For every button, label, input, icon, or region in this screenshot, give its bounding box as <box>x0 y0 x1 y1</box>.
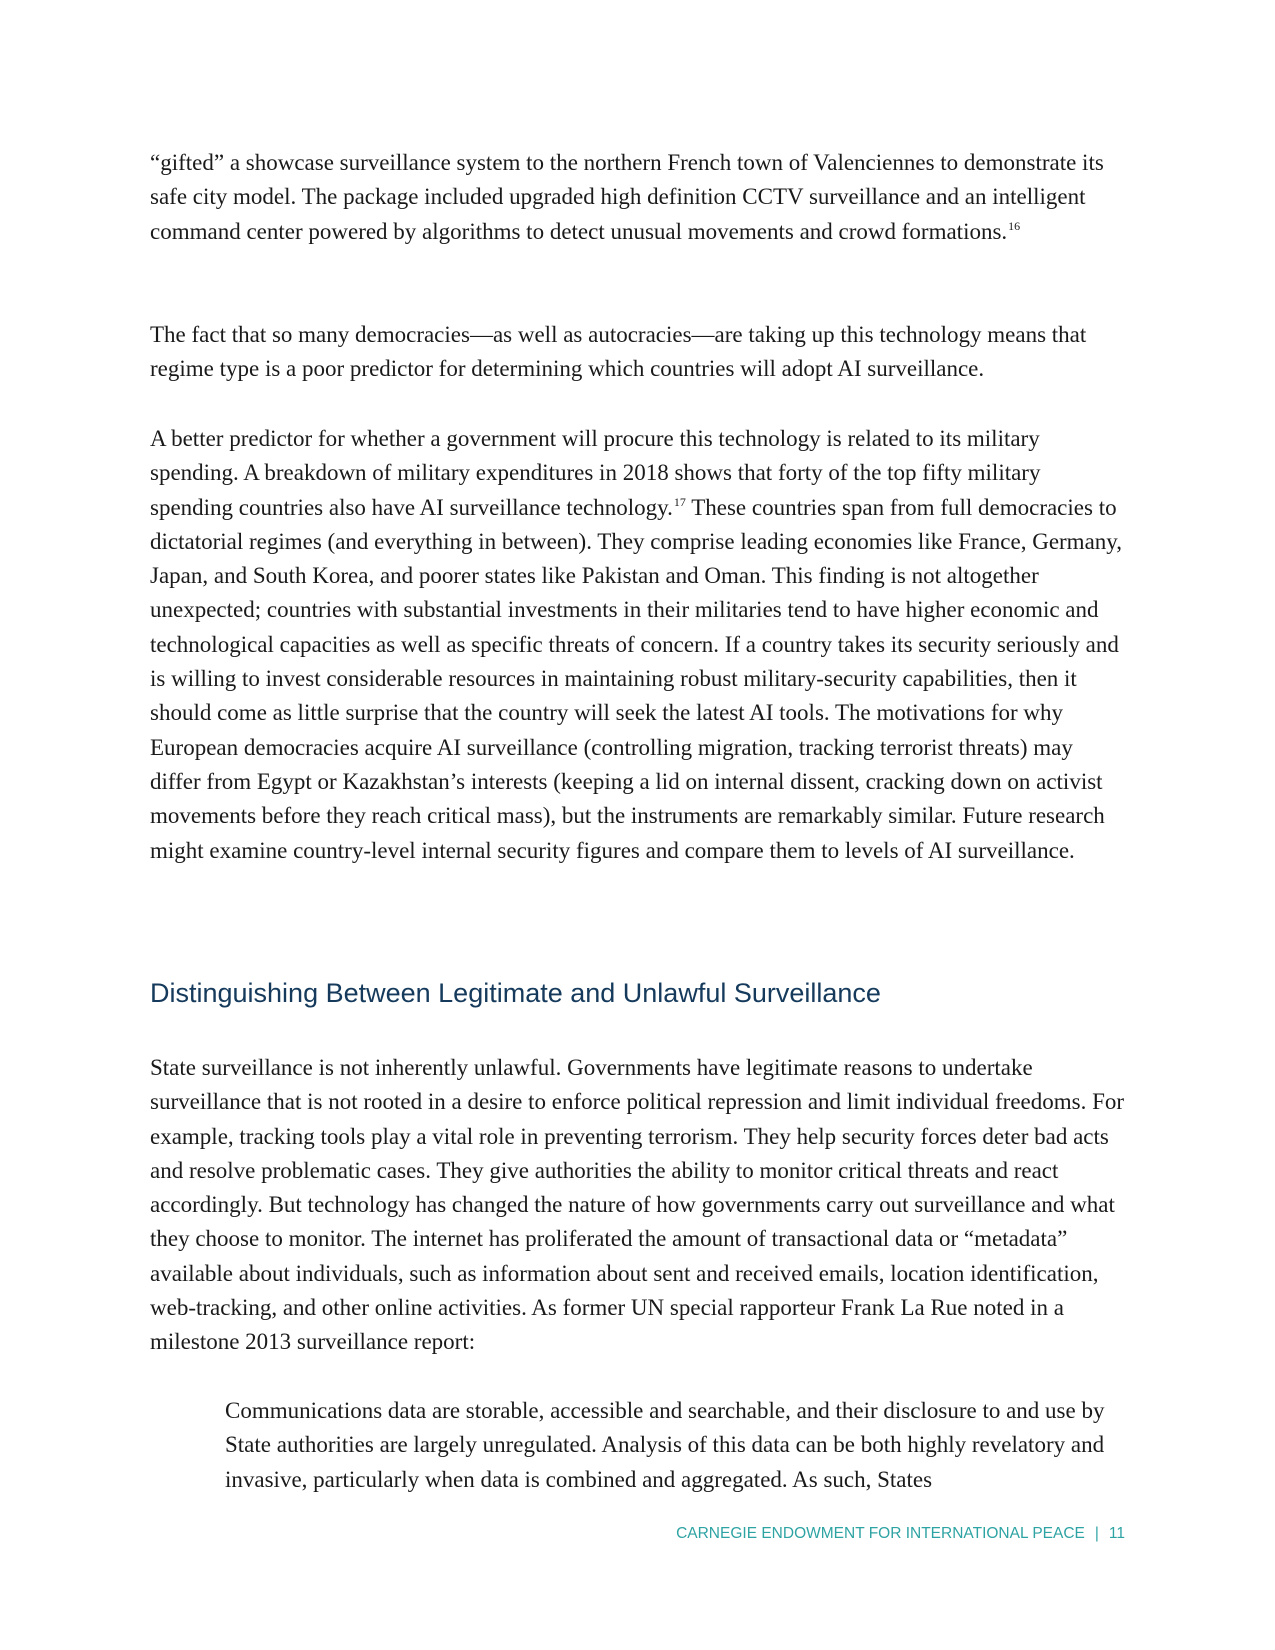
block-quote-text: Communications data are storable, accessible and searchable, and their disclosure to and use by State authorities are largely unregulated. Analysis of this data can be both highly revelatory and invasive, particularly when data is combined and aggregated. As such, States <box>225 1398 1105 1492</box>
footer-publisher: CARNEGIE ENDOWMENT FOR INTERNATIONAL PEACE <box>676 1525 1085 1542</box>
footnote-marker-17[interactable]: 17 <box>673 494 686 509</box>
block-quote <box>225 1394 1130 1497</box>
paragraph-text: A better predictor for whether a government will procure this technology is related to its military spending. A breakdown of military expenditures in 2018 shows that forty of the top fifty military spending countries also have AI surveillance technology. <box>150 426 1041 520</box>
paragraph-valenciennes <box>150 146 1125 249</box>
paragraph-state-surveillance <box>150 1051 1125 1360</box>
footnote-marker-16[interactable]: 16 <box>1008 218 1021 233</box>
page-footer <box>676 1524 1125 1544</box>
paragraph-regime-type <box>150 318 1125 387</box>
paragraph-military-spending <box>150 422 1125 868</box>
paragraph-text: “gifted” a showcase surveillance system to the northern French town of Valenciennes to demonstrate its safe city model. The package included upgraded high definition CCTV surveillance and an intelligent command center powered by algorithms to detect unusual movements and crowd formations. <box>150 150 1104 244</box>
section-heading: Distinguishing Between Legitimate and Unlawful Surveillance <box>150 978 881 1008</box>
paragraph-text: State surveillance is not inherently unlawful. Governments have legitimate reasons to undertake surveillance that is not rooted in a desire to enforce political repression and limit individual freedoms. For example, tracking tools play a vital role in preventing terrorism. They help security forces deter bad acts and resolve problematic cases. They give authorities the ability to monitor critical threats and react accordingly. But technology has changed the nature of how governments carry out surveillance and what they choose to monitor. The internet has proliferated the amount of transactional data or “metadata” available about individuals, such as information about sent and received emails, location identification, web-tracking, and other online activities. As former UN special rapporteur Frank La Rue noted in a milestone 2013 surveillance report: <box>150 1055 1125 1355</box>
paragraph-text-continued: These countries span from full democracies to dictatorial regimes (and everything in between). They comprise leading economies like France, Germany, Japan, and South Korea, and poorer states like Pakistan and Oman. This finding is not altogether unexpected; countries with substantial investments in their militaries tend to have higher economic and technological capacities as well as specific threats of concern. If a country takes its security seriously and is willing to invest considerable resources in maintaining robust military-security capabilities, then it should come as little surprise that the country will seek the latest AI tools. The motivations for why European democracies acquire AI surveillance (controlling migration, tracking terrorist threats) may differ from Egypt or Kazakhstan’s interests (keeping a lid on internal dissent, cracking down on activist movements before they reach critical mass), but the instruments are remarkably similar. Future research might examine country-level internal security figures and compare them to levels of AI surveillance. <box>150 494 1123 863</box>
footer-separator: | <box>1094 1525 1099 1542</box>
page-number: 11 <box>1108 1525 1125 1542</box>
paragraph-text: The fact that so many democracies—as well as autocracies—are taking up this technology means that regime type is a poor predictor for determining which countries will adopt AI surveillance. <box>150 322 1087 382</box>
